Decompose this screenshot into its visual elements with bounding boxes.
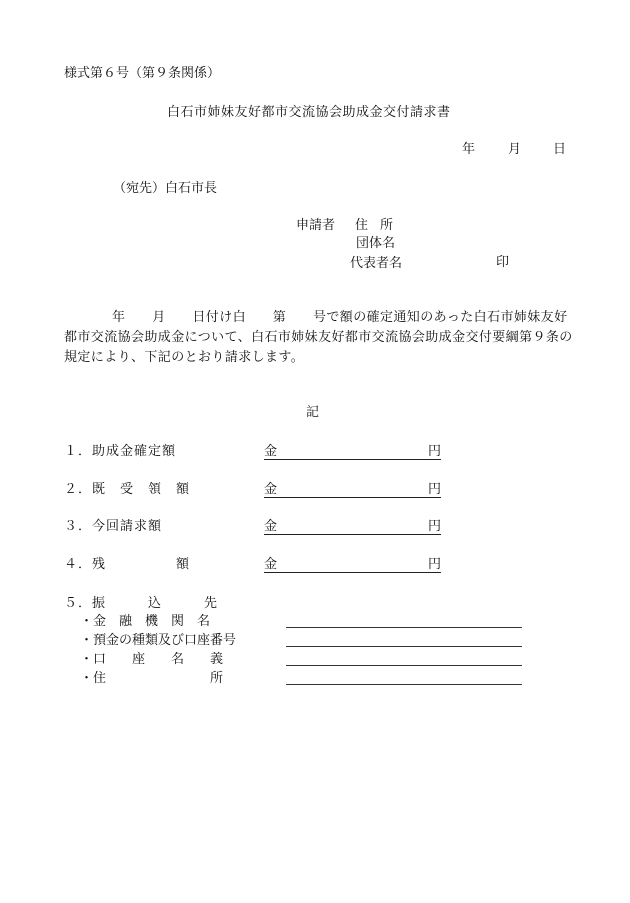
addressee: （宛先）白石市長 xyxy=(113,181,218,196)
item-kin-2: 金 xyxy=(264,482,278,497)
applicant-label: 申請者 xyxy=(296,218,336,233)
item-en-4: 円 xyxy=(428,557,442,572)
item-label-1: １．助成金確定額 xyxy=(64,444,177,459)
transfer-field-line-address[interactable] xyxy=(286,684,522,685)
applicant-org-label: 団体名 xyxy=(356,236,396,251)
applicant-address-label: 住所 xyxy=(355,218,406,233)
transfer-field-line-bank[interactable] xyxy=(286,627,522,628)
transfer-field-label-holder: ・口 座 名 義 xyxy=(80,652,224,667)
applicant-representative-label: 代表者名 xyxy=(350,256,403,271)
item-kin-3: 金 xyxy=(264,519,278,534)
date-day: 日 xyxy=(553,142,567,157)
transfer-heading: ５．振 込 先 xyxy=(64,596,219,611)
item-label-2: ２．既 受 領 額 xyxy=(64,482,191,497)
item-label-4: ４．残 額 xyxy=(64,557,191,572)
date-month: 月 xyxy=(508,142,522,157)
item-amount-line-1[interactable] xyxy=(264,459,441,460)
date-year: 年 xyxy=(462,142,476,157)
item-en-2: 円 xyxy=(428,482,442,497)
form-number: 様式第６号（第９条関係） xyxy=(64,66,221,81)
item-kin-4: 金 xyxy=(264,557,278,572)
ki-heading: 記 xyxy=(306,405,320,420)
seal-mark: 印 xyxy=(496,255,510,270)
item-amount-line-4[interactable] xyxy=(264,572,441,573)
transfer-field-line-account[interactable] xyxy=(286,646,522,647)
item-amount-line-3[interactable] xyxy=(264,534,441,535)
item-en-3: 円 xyxy=(428,519,442,534)
transfer-field-line-holder[interactable] xyxy=(286,665,522,666)
document-title: 白石市姉妹友好都市交流協会助成金交付請求書 xyxy=(167,105,451,120)
item-kin-1: 金 xyxy=(264,444,278,459)
item-label-3: ３．今回請求額 xyxy=(64,519,163,534)
transfer-field-label-account: ・預金の種類及び口座番号 xyxy=(80,633,237,648)
transfer-field-label-bank: ・金 融 機 関 名 xyxy=(80,614,211,629)
transfer-field-label-address: ・住 所 xyxy=(80,671,224,686)
item-en-1: 円 xyxy=(428,444,442,459)
item-amount-line-2[interactable] xyxy=(264,497,441,498)
body-paragraph: 年 月 日付け白 第 号で額の確定通知のあった白石市姉妹友好都市交流協会助成金について、白石市姉妹友好都市交流協会助成金交付要綱第９条の規定により、下記のとおり請求します。 xyxy=(64,310,573,365)
